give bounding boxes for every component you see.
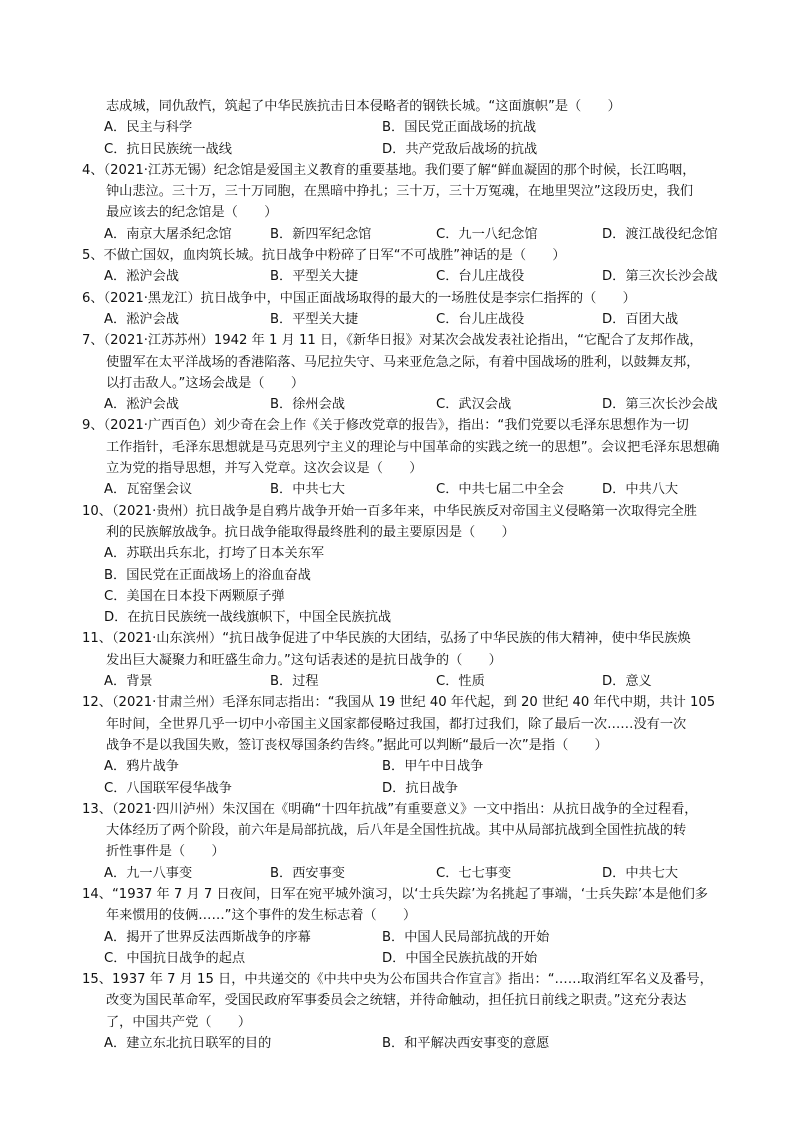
option: B．中共七大 [270, 482, 345, 498]
option: B．国民党正面战场的抗战 [382, 120, 537, 136]
option: C．七七事变 [436, 865, 512, 881]
question-stem-line: 11、（2021·山东滨州）“抗日战争促进了中华民族的大团结，弘扬了中华民族的伟大精神，使中华民族焕 [82, 631, 691, 647]
option: D．中共七大 [602, 865, 679, 881]
option: A．背景 [104, 674, 153, 690]
options-row [82, 139, 722, 160]
question-stem-line: 年来惯用的伎俩……”这个事件的发生标志着（ ） [106, 908, 417, 924]
question-stem-line: 改变为国民革命军，受国民政府军事委员会之统辖，并待命触动，担任抗日前线之职责。”这充分表达 [106, 993, 687, 1009]
option: C．美国在日本投下两颗原子弹 [104, 588, 285, 604]
question-stem-line: 大体经历了两个阶段，前六年是局部抗战，后八年是全国性抗战。其中从局部抗战到全国性抗战的转 [106, 823, 687, 839]
question-continuation [82, 96, 722, 160]
question-stem-line: 发出巨大凝聚力和旺盛生命力。”这句话表述的是抗日战争的（ ） [106, 652, 502, 668]
option: D．意义 [602, 674, 652, 690]
question-stem-line: 钟山悲泣。三十万，三十万同胞，在黑暗中挣扎；三十万，三十万冤魂，在地里哭泣”这段历史，我们 [106, 184, 694, 200]
question-stem-line: 10、（2021·贵州）抗日战争是自鸦片战争开始一百多年来，中华民族反对帝国主义侵略第一次取得完全胜 [82, 503, 697, 519]
option: C．武汉会战 [436, 397, 512, 413]
question-stem-line: 最应该去的纪念馆是（ ） [106, 205, 278, 221]
question-5 [82, 501, 722, 629]
option: A．揭开了世界反法西斯战争的序幕 [104, 929, 311, 945]
option: A．南京大屠杀纪念馆 [104, 226, 232, 242]
option: A．民主与科学 [104, 120, 193, 136]
option: D．在抗日民族统一战线旗帜下，中国全民族抗战 [104, 610, 392, 626]
option: C．台儿庄战役 [436, 269, 525, 285]
options-row [82, 586, 722, 607]
question-9 [82, 884, 722, 969]
question-6 [82, 628, 722, 692]
options-row [82, 266, 722, 287]
question-stem-line: 12、（2021·甘肃兰州）毛泽东同志指出：“我国从 19 世纪 40 年代起，到 20 世纪 40 年代中期，共计 105 [82, 695, 716, 711]
option: B．新四军纪念馆 [270, 226, 372, 242]
question-3 [82, 330, 722, 415]
question-stem-line: 14、“1937 年 7 月 7 日夜间，日军在宛平城外演习，以‘士兵失踪’为名挑起了事端，‘士兵失踪’本是他们多 [82, 886, 708, 902]
question-4 [82, 415, 722, 500]
option: A．鸦片战争 [104, 759, 179, 775]
option: D．第三次长沙会战 [602, 269, 718, 285]
question-stem-line: 利的民族解放战争。抗日战争能取得最终胜利的最主要原因是（ ） [106, 524, 515, 540]
option: B．西安事变 [270, 865, 345, 881]
question-stem-line: 志成城，同仇敌忾，筑起了中华民族抗击日本侵略者的钢铁长城。“这面旗帜”是（ ） [106, 99, 621, 114]
question-stem-line: 战争不是以我国失败，签订丧权辱国条约告终。”据此可以判断“最后一次”是指（ ） [106, 737, 608, 753]
question-stem-line: 13、（2021·四川泸州）朱汉国在《明确“十四年抗战”有重要意义》一文中指出：从抗日战争的全过程看， [82, 801, 698, 817]
option: A．淞沪会战 [104, 311, 179, 327]
question-stem-line: 年时间，全世界几乎一切中小帝国主义国家都侵略过我国，都打过我们，除了最后一次……没有一次 [106, 716, 687, 732]
question-1 [82, 245, 722, 288]
option: B．徐州会战 [270, 397, 345, 413]
exam-page [82, 96, 722, 1054]
options-row [82, 756, 722, 777]
option: A．九一八事变 [104, 865, 193, 881]
options-row [82, 863, 722, 884]
options-row [82, 394, 722, 415]
option: D．中国全民族抗战的开始 [382, 950, 538, 966]
question-stem-line: 以打击敌人。”这场会战是（ ） [106, 375, 305, 391]
option: C．九一八纪念馆 [436, 226, 538, 242]
options-row [82, 948, 722, 969]
question-7 [82, 692, 722, 798]
options-row [82, 479, 722, 500]
question-stem-line: 5、不做亡国奴，血肉筑长城。抗日战争中粉碎了日军“不可战胜”神话的是（ ） [82, 248, 566, 264]
question-stem-line: 4、（2021·江苏无锡）纪念馆是爱国主义教育的重要基地。我们要了解“鲜血凝固的那个时候，长江呜咽， [82, 162, 696, 178]
question-stem-line: 6、（2021·黑龙江）抗日战争中，中国正面战场取得的最大的一场胜仗是李宗仁指挥的（ ） [82, 290, 636, 306]
question-stem-line: 15、1937 年 7 月 15 日，中共递交的《中共中央为公布国共合作宣言》指出：“……取消红军名义及番号， [82, 972, 713, 988]
question-stem-line: 了，中国共产党（ ） [106, 1014, 252, 1030]
question-0 [82, 160, 722, 245]
option: A．苏联出兵东北，打垮了日本关东军 [104, 546, 325, 562]
options-row [82, 607, 722, 628]
option: B．中国人民局部抗战的开始 [382, 929, 550, 945]
question-2 [82, 288, 722, 331]
question-8 [82, 799, 722, 884]
option: A．淞沪会战 [104, 397, 179, 413]
option: D．中共八大 [602, 482, 679, 498]
option: B．甲午中日战争 [382, 759, 484, 775]
option: C．中国抗日战争的起点 [104, 950, 246, 966]
options-row [82, 778, 722, 799]
option: C．八国联军侵华战争 [104, 780, 232, 796]
option: D．共产党敌后战场的抗战 [382, 141, 538, 157]
question-stem-line: 9、（2021·广西百色）刘少奇在会上作《关于修改党章的报告》，指出：“我们党要以毛泽东思想作为一切 [82, 418, 689, 434]
option: C．性质 [436, 674, 485, 690]
option: C．抗日民族统一战线 [104, 141, 232, 157]
option: A．瓦窑堡会议 [104, 482, 193, 498]
option: D．渡江战役纪念馆 [602, 226, 718, 242]
option: D．百团大战 [602, 311, 679, 327]
question-stem-line: 折性事件是（ ） [106, 844, 225, 860]
question-stem-line: 使盟军在太平洋战场的香港陷落、马尼拉失守、马来亚危急之际，有着中国战场的胜利，以鼓舞友邦， [106, 354, 700, 370]
option: C．台儿庄战役 [436, 311, 525, 327]
option: C．中共七届二中全会 [436, 482, 564, 498]
option: B．平型关大捷 [270, 269, 359, 285]
option: A．淞沪会战 [104, 269, 179, 285]
option: B．和平解决西安事变的意愿 [382, 1036, 550, 1052]
options-row [82, 543, 722, 564]
options-row [82, 117, 722, 138]
options-row [82, 565, 722, 586]
options-row [82, 309, 722, 330]
question-10 [82, 969, 722, 1054]
options-row [82, 927, 722, 948]
options-row [82, 671, 722, 692]
option: A．建立东北抗日联军的目的 [104, 1036, 272, 1052]
option: B．国民党在正面战场上的浴血奋战 [104, 567, 311, 583]
option: D．第三次长沙会战 [602, 397, 718, 413]
question-stem-line: 7、（2021·江苏苏州）1942 年 1 月 11 日，《新华日报》对某次会战发表社论指出，“它配合了友邦作战， [82, 333, 703, 349]
options-row [82, 224, 722, 245]
question-stem-line: 立为党的指导思想，并写入党章。这次会议是（ ） [106, 461, 423, 477]
option: B．过程 [270, 674, 319, 690]
question-stem-line: 工作指针，毛泽东思想就是马克思列宁主义的理论与中国革命的实践之统一的思想”。会议把毛泽东思想确 [106, 439, 720, 455]
option: B．平型关大捷 [270, 311, 359, 327]
option: D．抗日战争 [382, 780, 459, 796]
options-row [82, 1033, 722, 1054]
